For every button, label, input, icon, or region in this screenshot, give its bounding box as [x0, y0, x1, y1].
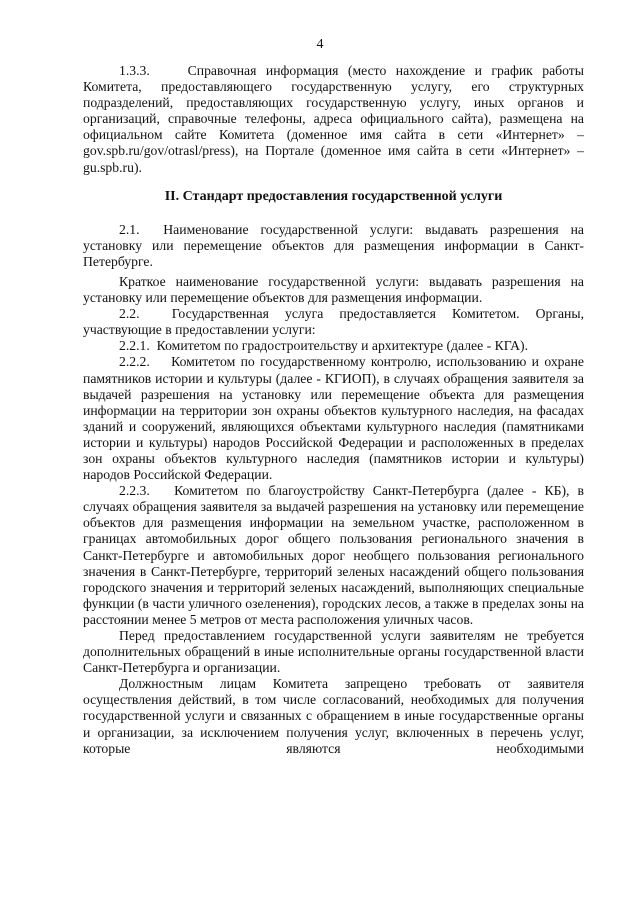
paragraph-short-name: Краткое наименование государственной услуги: выдавать разрешения на установку или перемещение объектов для размещения информации.	[83, 273, 584, 306]
paragraph-2-2-3: 2.2.3. Комитетом по благоустройству Санкт-Петербурга (далее - КБ), в случаях обращения заявителя за выдачей разрешения на установку или перемещение объектов для размещения информации на земельном участке, расположенном в границах автомобильных дорог общего пользования регионального значения в Санкт-Петербурге и автомобильных дорог необщего пользования регионального значения в Санкт-Петербурге, территорий зеленых насаждений общего пользования городского значения и территорий зеленых насаждений, выполняющих специальные функции (в части уличного озеленения), городских лесов, а также в пределах зоны на расстоянии менее 5 метров от места расположения уличных часов.	[83, 483, 584, 627]
document-body	[83, 63, 584, 757]
paragraph-2-2-1: 2.2.1. Комитетом по градостроительству и архитектуре (далее - КГА).	[119, 338, 528, 354]
page-number: 4	[316, 37, 324, 52]
paragraph-officials: Должностным лицам Комитета запрещено требовать от заявителя осуществления действий, в том числе согласований, необходимых для получения государственной услуги и связанных с обращением в иные государственные органы и организации, за исключением получения услуг, включенных в перечень услуг, которые являются необходимыми	[83, 676, 584, 756]
paragraph-before-provision: Перед предоставлением государственной услуги заявителям не требуется дополнительных обращений в иные исполнительные органы государственной власти Санкт-Петербурга и организации.	[83, 628, 584, 676]
paragraph-1-3-3: 1.3.3. Справочная информация (место нахождение и график работы Комитета, предоставляющего государственную услугу, его структурных подразделений, предоставляющих государственную услугу, иных органов и организаций, справочные телефоны, адреса официального сайта), размещена на официальном сайте Комитета (доменное имя сайта в сети «Интернет» – gov.spb.ru/gov/otrasl/press), на Портале (доменное имя сайта в сети «Интернет» – gu.spb.ru).	[83, 63, 584, 175]
section-heading: II. Стандарт предоставления государственной услуги	[164, 188, 503, 204]
paragraph-2-2: 2.2. Государственная услуга предоставляется Комитетом. Органы, участвующие в предоставлении услуги:	[83, 306, 584, 338]
paragraph-2-1: 2.1. Наименование государственной услуги: выдавать разрешения на установку или перемещение объектов для размещения информации в Санкт-Петербурге.	[83, 221, 584, 269]
paragraph-2-2-2: 2.2.2. Комитетом по государственному контролю, использованию и охране памятников истории и культуры (далее - КГИОП), в случаях обращения заявителя за выдачей разрешения на установку или перемещение объекта для размещения информации на территории зон охраны объектов культурного наследия, на фасадах зданий и сооружений, являющихся объектами культурного наследия (памятниками истории и культуры) народов Российской Федерации и расположенных в пределах зон охраны объектов культурного наследия (памятников истории и культуры) народов Российской Федерации.	[83, 354, 584, 483]
